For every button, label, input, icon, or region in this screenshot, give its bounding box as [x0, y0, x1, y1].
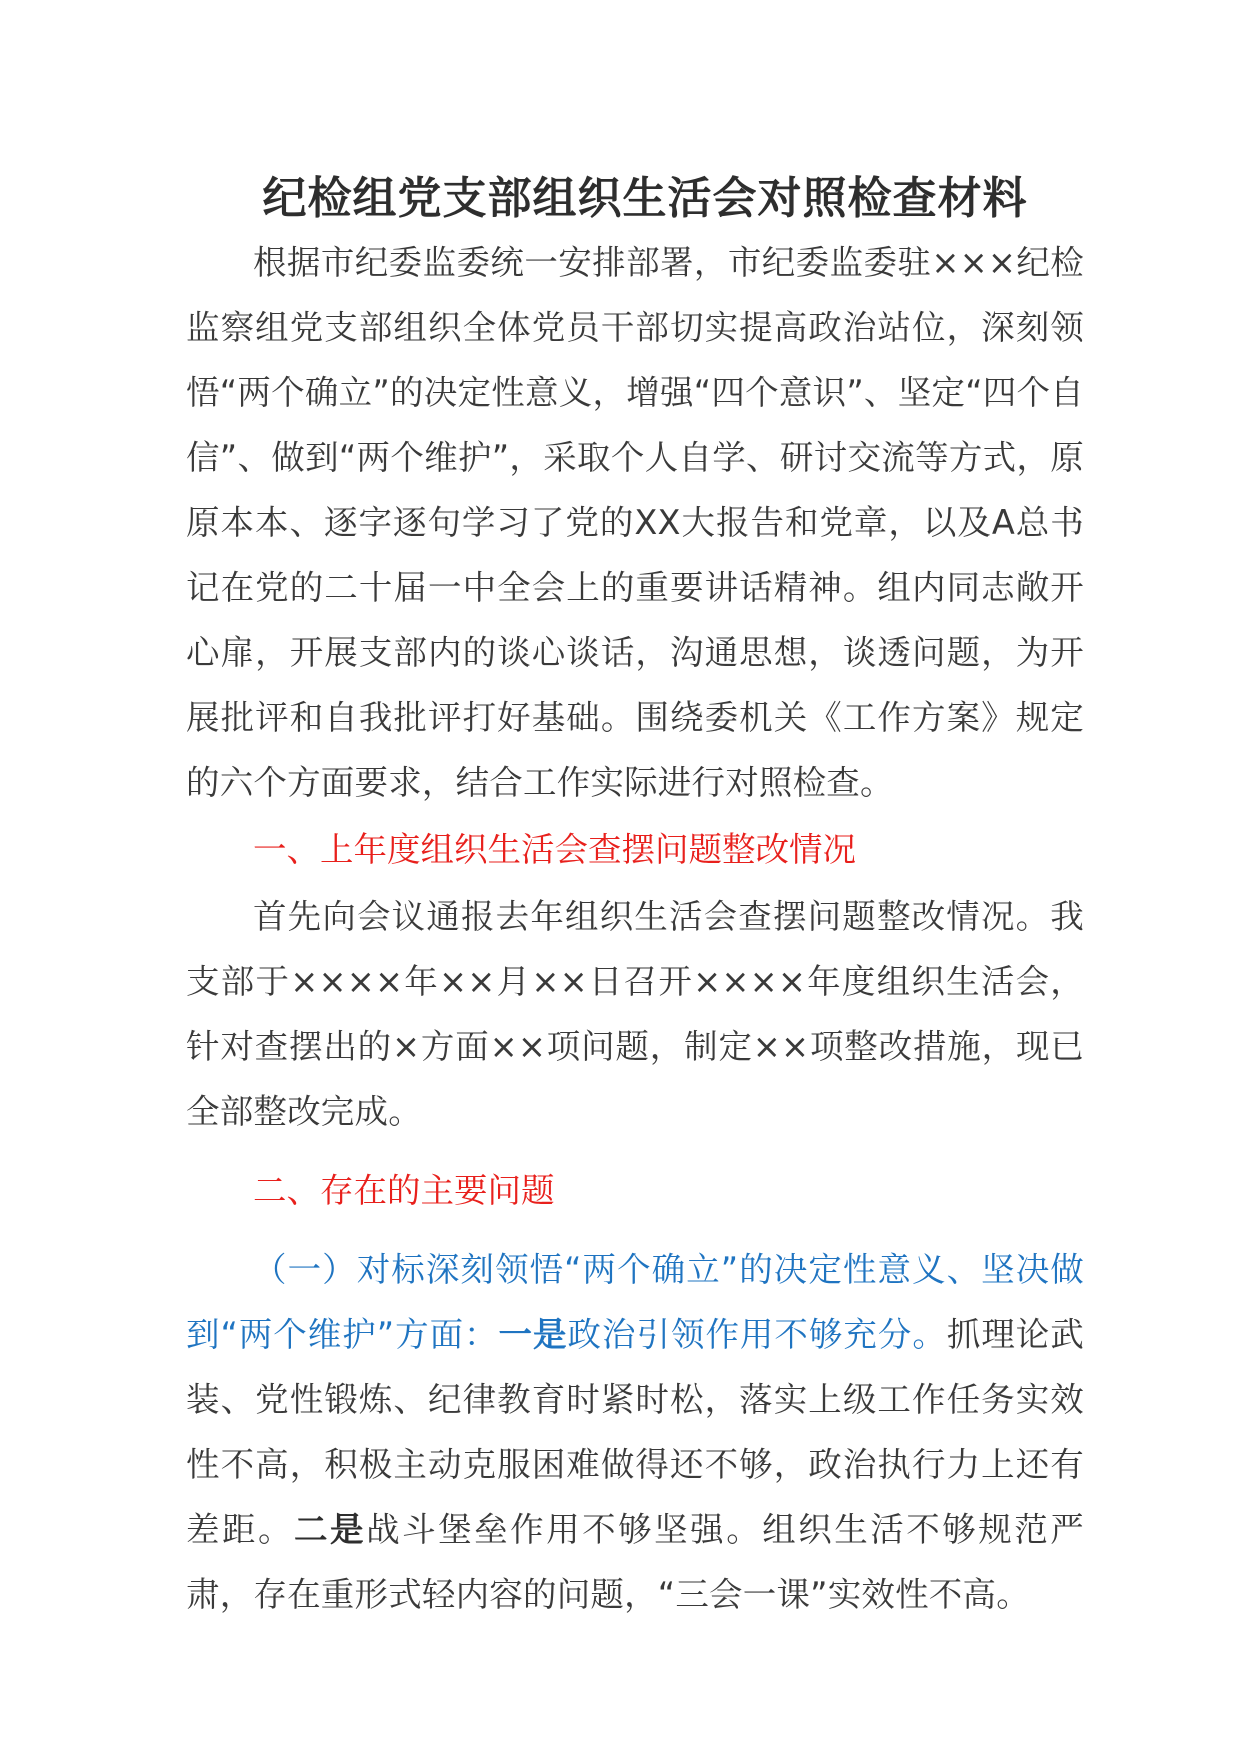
subsection-1-heading: （一）对标深刻领悟“两个确立”的决定性意义、坚决做到“两个维护”方面： [186, 1250, 1084, 1354]
point-2-label: 二是 [294, 1510, 367, 1549]
section-1-heading: 一、上年度组织生活会查摆问题整改情况 [253, 830, 856, 869]
spacer [186, 1223, 1084, 1237]
point-1-title: 政治引领作用不够充分。 [567, 1315, 947, 1354]
spacer [186, 1144, 1084, 1158]
section-1-body: 首先向会议通报去年组织生活会查摆问题整改情况。我支部于××××年××月××日召开××××年度组织生活会，针对查摆出的×方面××项问题，制定××项整改措施，现已全部整改完成。 [186, 897, 1084, 1131]
point-2-body: 战斗堡垒作用不够坚强。组织生活不够规范严肃，存在重形式轻内容的问题，“三会一课”实效性不高。 [186, 1510, 1085, 1614]
section-2-paragraph [186, 1237, 1084, 1627]
section-2-heading: 二、存在的主要问题 [253, 1171, 555, 1210]
point-1-label: 一是 [498, 1315, 568, 1354]
intro-paragraph: 根据市纪委监委统一安排部署，市纪委监委驻×××纪检监察组党支部组织全体党员干部切实提高政治站位，深刻领悟“两个确立”的决定性意义，增强“四个意识”、坚定“四个自信”、做到“两个维护”，采取个人自学、研讨交流等方式，原原本本、逐字逐句学习了党的XX大报告和党章，以及A总书记在党的二十届一中全会上的重要讲话精神。组内同志敞开心扉，开展支部内的谈心谈话，沟通思想，谈透问题，为开展批评和自我批评打好基础。围绕委机关《工作方案》规定的六个方面要求，结合工作实际进行对照检查。 [186, 243, 1084, 802]
document-title: 纪检组党支部组织生活会对照检查材料 [262, 173, 1028, 224]
point-1-body: 抓理论武装、党性锻炼、纪律教育时紧时松，落实上级工作任务实效性不高，积极主动克服困难做得还不够，政治执行力上还有差距。 [186, 1315, 1084, 1549]
